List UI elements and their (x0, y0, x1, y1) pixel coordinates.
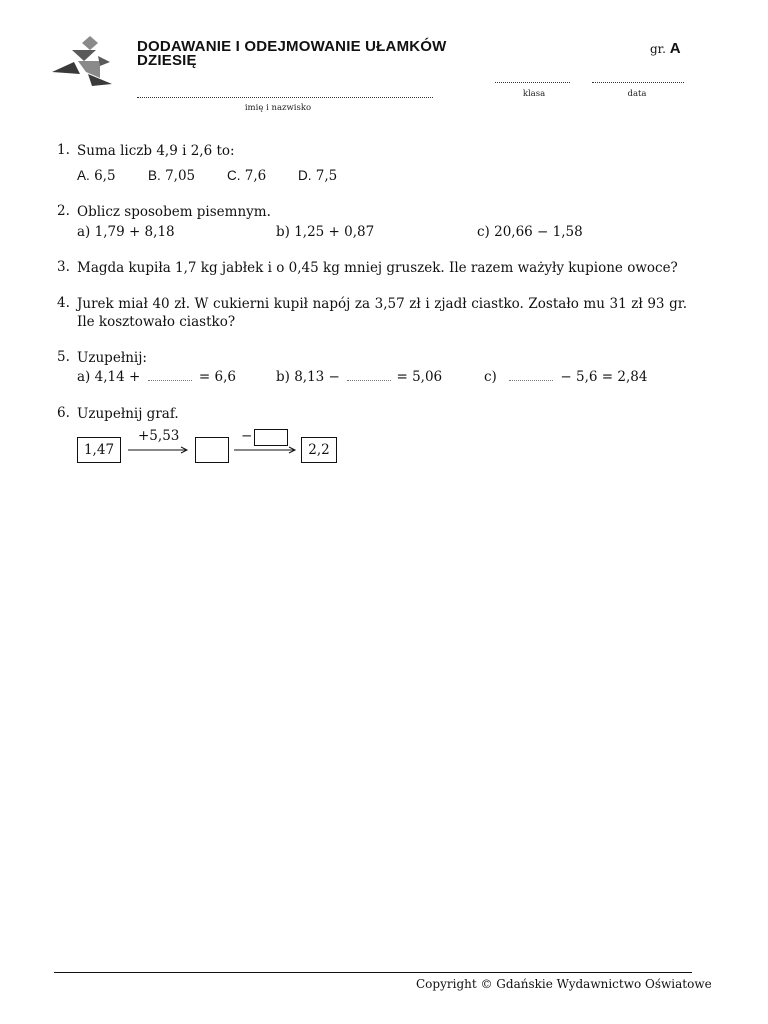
q1-option-b-letter: B. (148, 168, 161, 183)
group-prefix: gr. (650, 42, 666, 56)
q4-text-line-1: Jurek miał 40 zł. W cukierni kupił napój za 3,57 zł i zjadł ciastko. Zostało mu 31 zł 93 gr. (77, 296, 687, 312)
q1-text: Suma liczb 4,9 i 2,6 to: (77, 143, 235, 159)
date-field[interactable] (592, 82, 684, 83)
worksheet-title (137, 40, 557, 68)
class-label: klasa (522, 89, 546, 99)
q1-option-d[interactable] (298, 167, 337, 185)
q4-number: 4. (57, 295, 70, 311)
logo-left-leg (52, 62, 80, 74)
q2-number: 2. (57, 203, 70, 219)
q1-option-b-value: 7,05 (165, 168, 196, 184)
q5-part-c (484, 368, 647, 386)
logo-arm (98, 56, 110, 66)
title-line-2: DZIESIĘ (137, 52, 197, 69)
q2-part-b: b) 1,25 + 0,87 (276, 224, 375, 240)
class-field[interactable] (495, 82, 570, 83)
group-indicator (650, 40, 681, 57)
q2-part-a: a) 1,79 + 8,18 (77, 224, 175, 240)
q5-b-blank[interactable] (347, 370, 391, 381)
q5-text: Uzupełnij: (77, 350, 147, 366)
footer-divider (54, 972, 692, 973)
name-label: imię i nazwisko (244, 103, 312, 113)
graph-operation-2-sign: − (241, 428, 253, 444)
q1-number: 1. (57, 142, 70, 158)
q1-option-c-value: 7,6 (244, 168, 267, 184)
logo-shoulders (72, 50, 96, 61)
q5-b-suffix: = 5,06 (396, 369, 443, 385)
q3-text: Magda kupiła 1,7 kg jabłek i o 0,45 kg mniej gruszek. Ile razem ważyły kupione owoce? (77, 260, 678, 276)
q1-options (77, 167, 337, 185)
q5-a-suffix: = 6,6 (198, 369, 236, 385)
q1-option-c-letter: C. (227, 168, 241, 183)
q5-part-a (77, 368, 236, 386)
q5-b-prefix: b) 8,13 − (276, 369, 340, 385)
q1-option-d-letter: D. (298, 168, 312, 183)
q5-a-blank[interactable] (148, 370, 192, 381)
title-line-1: DODAWANIE I ODEJMOWANIE UŁAMKÓW (137, 38, 447, 55)
q1-option-a-letter: A. (77, 168, 90, 183)
q5-c-blank[interactable] (509, 370, 553, 381)
graph-middle-box[interactable] (195, 437, 229, 463)
graph-arrow-2 (234, 444, 298, 456)
q3-number: 3. (57, 259, 70, 275)
q2-part-c: c) 20,66 − 1,58 (477, 224, 583, 240)
date-label: data (627, 89, 647, 99)
name-field[interactable] (137, 97, 433, 98)
tangram-logo (48, 34, 116, 90)
graph-end-box: 2,2 (301, 437, 337, 463)
q5-c-suffix: − 5,6 = 2,84 (560, 369, 648, 385)
q1-option-a-value: 6,5 (94, 168, 116, 184)
q2-text: Oblicz sposobem pisemnym. (77, 204, 271, 220)
q5-c-prefix: c) (484, 369, 497, 385)
q6-text: Uzupełnij graf. (77, 406, 179, 422)
group-letter: A (669, 40, 681, 57)
graph-arrow-1 (128, 444, 190, 456)
graph-operation-1: +5,53 (138, 428, 180, 444)
q1-option-a[interactable] (77, 167, 148, 185)
q5-number: 5. (57, 349, 70, 365)
q6-number: 6. (57, 405, 70, 421)
logo-head (82, 36, 98, 50)
q1-option-d-value: 7,5 (315, 168, 338, 184)
footer-copyright: Copyright © Gdańskie Wydawnictwo Oświatowe (416, 977, 712, 991)
graph-start-box: 1,47 (77, 437, 121, 463)
q5-part-b (276, 368, 442, 386)
q1-option-b[interactable] (148, 167, 227, 185)
q4-text-line-2: Ile kosztowało ciastko? (77, 314, 236, 330)
q5-a-prefix: a) 4,14 + (77, 369, 141, 385)
q1-option-c[interactable] (227, 167, 298, 185)
